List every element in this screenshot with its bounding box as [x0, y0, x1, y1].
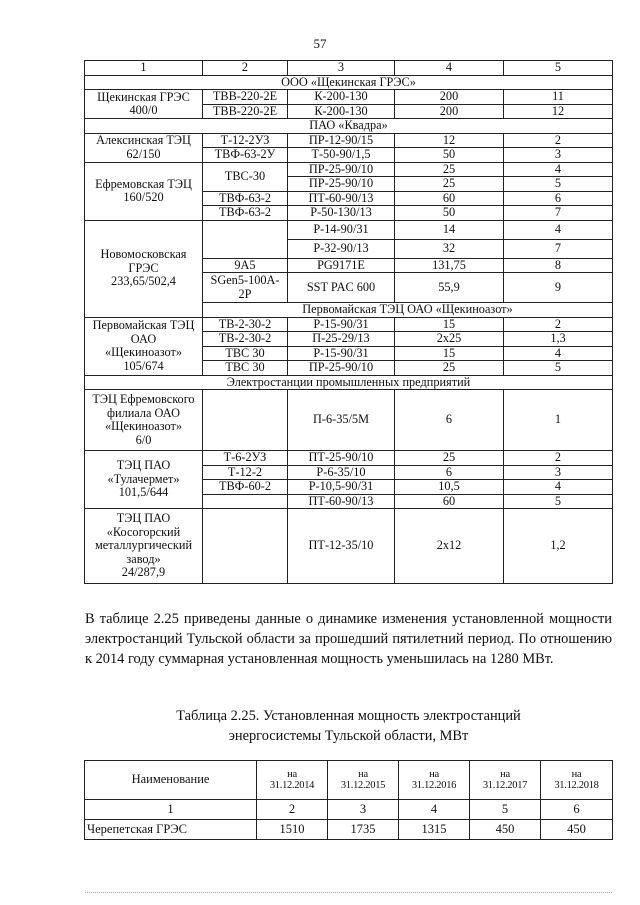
column-index: 4 [399, 800, 470, 820]
turbine-cell: ПР-25-90/10 [288, 361, 395, 376]
turbine-cell: Р-10,5-90/31 [288, 480, 395, 495]
body-paragraph: В таблице 2.25 приведены данные о динамике изменения установленной мощности электростанций Тульской области за прошедший пятилетний период. По отношению к 2014 году суммарная установленная мощность уменьшилась на 1280 МВт. [85, 611, 612, 667]
turbine-cell: Р-14-90/31 [288, 220, 395, 239]
date-header: на 31.12.2016 [399, 761, 470, 800]
turbine-cell: ПТ-60-90/13 [288, 191, 395, 206]
table-row [85, 390, 613, 451]
capacity-cell: 15 [395, 317, 504, 332]
station-number-cell: 11 [504, 90, 613, 105]
capacity-cell: 25 [395, 361, 504, 376]
station-number-cell: 9 [504, 273, 613, 303]
section-row [85, 375, 613, 390]
turbine-cell: ПР-25-90/10 [288, 162, 395, 177]
plant-cell: ТЭЦ ПАО «Тулачермет» 101,5/644 [85, 451, 203, 509]
column-index: 3 [328, 800, 399, 820]
installed-capacity-table [84, 760, 613, 840]
turbine-cell: SST PAC 600 [288, 273, 395, 303]
generator-cell [203, 220, 288, 258]
turbine-cell: PG9171E [288, 258, 395, 273]
table-row [85, 162, 613, 177]
capacity-cell: 6 [395, 390, 504, 451]
capacity-cell: 14 [395, 220, 504, 239]
generator-cell: ТВС-30 [203, 162, 288, 191]
caption-line: Таблица 2.25. Установленная мощность электростанций [176, 708, 521, 724]
capacity-cell: 10,5 [395, 480, 504, 495]
capacity-cell: 131,75 [395, 258, 504, 273]
station-number-cell: 6 [504, 191, 613, 206]
capacity-cell: 50 [395, 206, 504, 221]
capacity-cell: 55,9 [395, 273, 504, 303]
station-number-cell: 3 [504, 148, 613, 163]
generator-cell: ТВ-2-30-2 [203, 332, 288, 347]
column-index: 2 [257, 800, 328, 820]
capacity-cell: 60 [395, 494, 504, 509]
capacity-cell: 200 [395, 90, 504, 105]
value-cell: 1315 [399, 820, 470, 840]
capacity-cell: 200 [395, 104, 504, 119]
generator-cell: ТВ-2-30-2 [203, 317, 288, 332]
station-number-cell: 5 [504, 361, 613, 376]
section-row [85, 119, 613, 134]
turbine-cell: Р-6-35/10 [288, 465, 395, 480]
capacity-cell: 32 [395, 239, 504, 258]
table-row [85, 451, 613, 466]
turbine-cell: К-200-130 [288, 104, 395, 119]
capacity-cell: 2x25 [395, 332, 504, 347]
table-row [85, 90, 613, 105]
station-number-cell: 1 [504, 390, 613, 451]
turbine-cell: ПР-12-90/15 [288, 133, 395, 148]
capacity-cell: 25 [395, 162, 504, 177]
section-row [85, 75, 613, 90]
turbine-cell: П-25-29/13 [288, 332, 395, 347]
section-title: ПАО «Квадра» [85, 119, 613, 134]
value-cell: 1735 [328, 820, 399, 840]
date-header: на 31.12.2015 [328, 761, 399, 800]
station-number-cell: 2 [504, 451, 613, 466]
date-header: на 31.12.2018 [541, 761, 613, 800]
generator-cell: ТВВ-220-2Е [203, 90, 288, 105]
generator-cell [203, 509, 288, 584]
station-number-cell: 12 [504, 104, 613, 119]
plant-name-cell: Черепетская ГРЭС [85, 820, 257, 840]
turbine-cell: К-200-130 [288, 90, 395, 105]
station-number-cell: 8 [504, 258, 613, 273]
turbine-cell: Р-32-90/13 [288, 239, 395, 258]
scan-artifact-line [85, 892, 612, 895]
table-row [85, 317, 613, 332]
capacity-cell: 25 [395, 177, 504, 192]
column-header: 4 [395, 61, 504, 76]
capacity-cell: 50 [395, 148, 504, 163]
turbine-cell: Р-15-90/31 [288, 346, 395, 361]
column-index: 1 [85, 800, 257, 820]
table-header-row [85, 761, 613, 800]
station-number-cell: 1,3 [504, 332, 613, 347]
generator-cell: ТВФ-63-2 [203, 191, 288, 206]
column-header: 3 [288, 61, 395, 76]
table-header-row [85, 61, 613, 76]
station-number-cell: 4 [504, 162, 613, 177]
plant-cell: Новомосковская ГРЭС 233,65/502,4 [85, 220, 203, 317]
section-title: ООО «Щекинская ГРЭС» [85, 75, 613, 90]
capacity-cell: 60 [395, 191, 504, 206]
column-header: 1 [85, 61, 203, 76]
generator-cell: ТВС 30 [203, 346, 288, 361]
capacity-cell: 25 [395, 451, 504, 466]
page-number: 57 [313, 36, 327, 51]
station-number-cell: 2 [504, 317, 613, 332]
plant-cell: Ефремовская ТЭЦ 160/520 [85, 162, 203, 220]
generator-cell: Т-6-2УЗ [203, 451, 288, 466]
generator-cell: ТВФ-63-2 [203, 206, 288, 221]
generator-cell: ТВС 30 [203, 361, 288, 376]
value-cell: 450 [470, 820, 541, 840]
plant-cell: Алексинская ТЭЦ 62/150 [85, 133, 203, 162]
plant-cell: Первомайская ТЭЦ ОАО «Щекиноазот» 105/674 [85, 317, 203, 375]
plant-cell: ТЭЦ Ефремовского филиала ОАО «Щекиноазот» 6/0 [85, 390, 203, 451]
column-index: 6 [541, 800, 613, 820]
table-row [85, 133, 613, 148]
generator-cell [203, 390, 288, 451]
turbine-cell: ПТ-60-90/13 [288, 494, 395, 509]
station-number-cell: 4 [504, 220, 613, 239]
column-index: 5 [470, 800, 541, 820]
turbine-cell: Т-50-90/1,5 [288, 148, 395, 163]
capacity-cell: 6 [395, 465, 504, 480]
generator-cell: Т-12-2 [203, 465, 288, 480]
column-header: 2 [203, 61, 288, 76]
turbine-cell: ПТ-25-90/10 [288, 451, 395, 466]
station-number-cell: 5 [504, 494, 613, 509]
turbine-cell: ПТ-12-35/10 [288, 509, 395, 584]
station-number-cell: 4 [504, 346, 613, 361]
value-cell: 450 [541, 820, 613, 840]
section-title: Электростанции промышленных предприятий [85, 375, 613, 390]
turbine-cell: Р-50-130/13 [288, 206, 395, 221]
date-header: на 31.12.2017 [470, 761, 541, 800]
station-number-cell: 7 [504, 239, 613, 258]
power-plants-table [84, 60, 613, 584]
generator-cell [203, 494, 288, 509]
generator-cell: ТВВ-220-2Е [203, 104, 288, 119]
turbine-cell: ПР-25-90/10 [288, 177, 395, 192]
turbine-cell: Р-15-90/31 [288, 317, 395, 332]
station-number-cell: 7 [504, 206, 613, 221]
turbine-cell: П-6-35/5М [288, 390, 395, 451]
station-number-cell: 4 [504, 480, 613, 495]
station-number-cell: 2 [504, 133, 613, 148]
plant-cell: ТЭЦ ПАО «Косогорский металлургический завод» 24/287,9 [85, 509, 203, 584]
generator-cell: 9А5 [203, 258, 288, 273]
table-caption [85, 706, 612, 746]
generator-cell: Т-12-2УЗ [203, 133, 288, 148]
capacity-cell: 15 [395, 346, 504, 361]
table-row [85, 220, 613, 239]
generator-cell: SGen5-100A-2P [203, 273, 288, 303]
generator-cell: ТВФ-60-2 [203, 480, 288, 495]
table-row [85, 509, 613, 584]
value-cell: 1510 [257, 820, 328, 840]
column-index-row [85, 800, 613, 820]
station-number-cell: 5 [504, 177, 613, 192]
generator-cell: ТВФ-63-2У [203, 148, 288, 163]
plant-cell: Щекинская ГРЭС 400/0 [85, 90, 203, 119]
capacity-cell: 2x12 [395, 509, 504, 584]
capacity-cell: 12 [395, 133, 504, 148]
date-header: на 31.12.2014 [257, 761, 328, 800]
table-row [85, 820, 613, 840]
section-title: Первомайская ТЭЦ ОАО «Щекиноазот» [203, 303, 613, 318]
column-header: 5 [504, 61, 613, 76]
station-number-cell: 3 [504, 465, 613, 480]
caption-line: энергосистемы Тульской области, МВт [228, 728, 469, 744]
station-number-cell: 1,2 [504, 509, 613, 584]
name-header: Наименование [85, 761, 257, 800]
